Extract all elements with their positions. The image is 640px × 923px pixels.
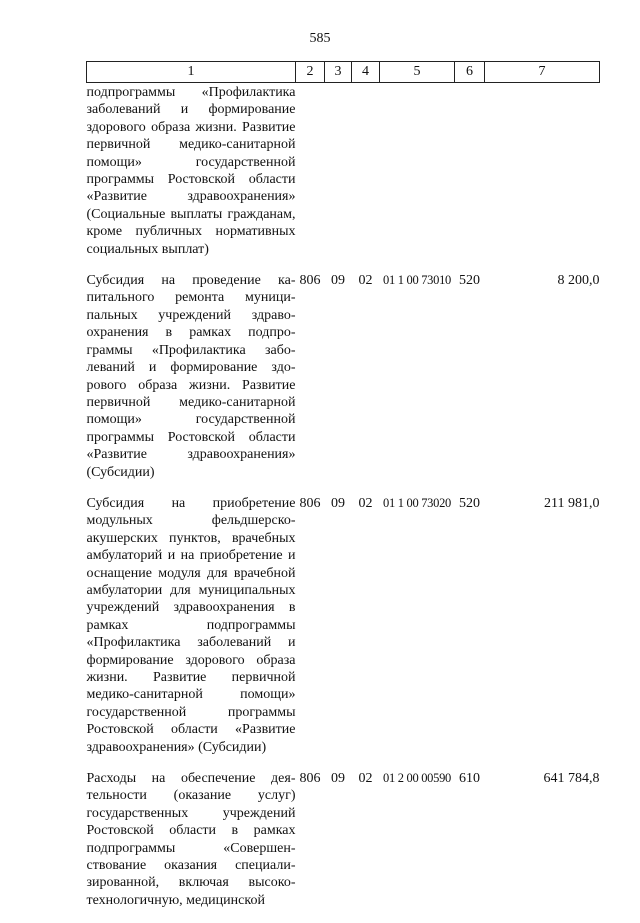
row-description: Расходы на обеспечение деятельности (оказание услуг) государственных учреждений Ростовской области в рамках подпрограммы «Совершенствование оказания специализированной, включая высокотехнологичную, медицинской [86, 771, 296, 908]
row-subsection-code: 02 [358, 771, 373, 787]
column-header-2: 2 [296, 62, 325, 83]
row-section-code [325, 83, 352, 273]
row-ministry-code: 806 [299, 273, 321, 289]
column-header-6: 6 [455, 62, 485, 83]
row-ministry-code: 806 [299, 495, 321, 511]
row-expense-type: 520 [459, 495, 480, 511]
table-row [87, 770, 600, 923]
budget-table [86, 61, 600, 923]
column-header-4: 4 [352, 62, 380, 83]
row-expense-type: 520 [459, 273, 480, 289]
row-amount: 8 200,0 [557, 273, 600, 289]
column-header-3: 3 [325, 62, 352, 83]
row-amount: 641 784,8 [543, 771, 600, 787]
row-section-code: 09 [331, 771, 345, 787]
row-expense-type: 610 [459, 771, 480, 787]
row-target-article: 01 2 00 00590 [383, 771, 451, 786]
row-target-article: 01 1 00 73020 [383, 495, 451, 510]
row-subsection-code [352, 83, 380, 273]
row-subsection-code: 02 [358, 273, 373, 289]
row-amount [485, 83, 600, 273]
row-description: Субсидия на проведение капитального ремонта муниципальных учреждений здравоохранения в рамках подпрограммы «Профилактика заболеваний и формирование здорового образа жизни. Развитие первичной медико-санитарной помощи» государственной программы Ростовской области «Развитие здравоохранения» (Субсидии) [86, 273, 296, 480]
column-header-1: 1 [87, 62, 296, 83]
row-amount: 211 981,0 [544, 495, 600, 511]
table-header-row [87, 62, 600, 83]
row-ministry-code: 806 [299, 771, 321, 787]
column-header-7: 7 [485, 62, 600, 83]
table-row [87, 495, 600, 770]
row-target-article: 01 1 00 73010 [383, 273, 451, 288]
row-target-article [380, 83, 455, 273]
row-expense-type [455, 83, 485, 273]
table-row [87, 272, 600, 495]
row-ministry-code [296, 83, 325, 273]
column-header-5: 5 [380, 62, 455, 83]
row-description: Субсидия на приобретение модульных фельдшерско-акушерских пунктов, врачебных амбулаторий и на приобретение и оснащение модуля для врачебной амбулатории для муниципальных учреждений здравоохранения в рамках подпрограммы «Профилактика заболеваний и формирование здорового образа жизни. Развитие первичной медико-санитарной помощи» государственной программы Ростовской области «Развитие здравоохранения» (Субсидии) [86, 495, 296, 755]
table-row [87, 83, 600, 273]
row-subsection-code: 02 [358, 495, 373, 511]
row-section-code: 09 [331, 273, 345, 289]
row-description: подпрограммы «Профилактика заболеваний и формирование здорового образа жизни. Развитие первичной медико-санитарной помощи» государственной программы Ростовской области «Развитие здравоохранения» (Социальные выплаты гражданам, кроме публичных нормативных социальных выплат) [86, 85, 296, 257]
page-number: 585 [309, 31, 331, 46]
row-section-code: 09 [331, 495, 345, 511]
